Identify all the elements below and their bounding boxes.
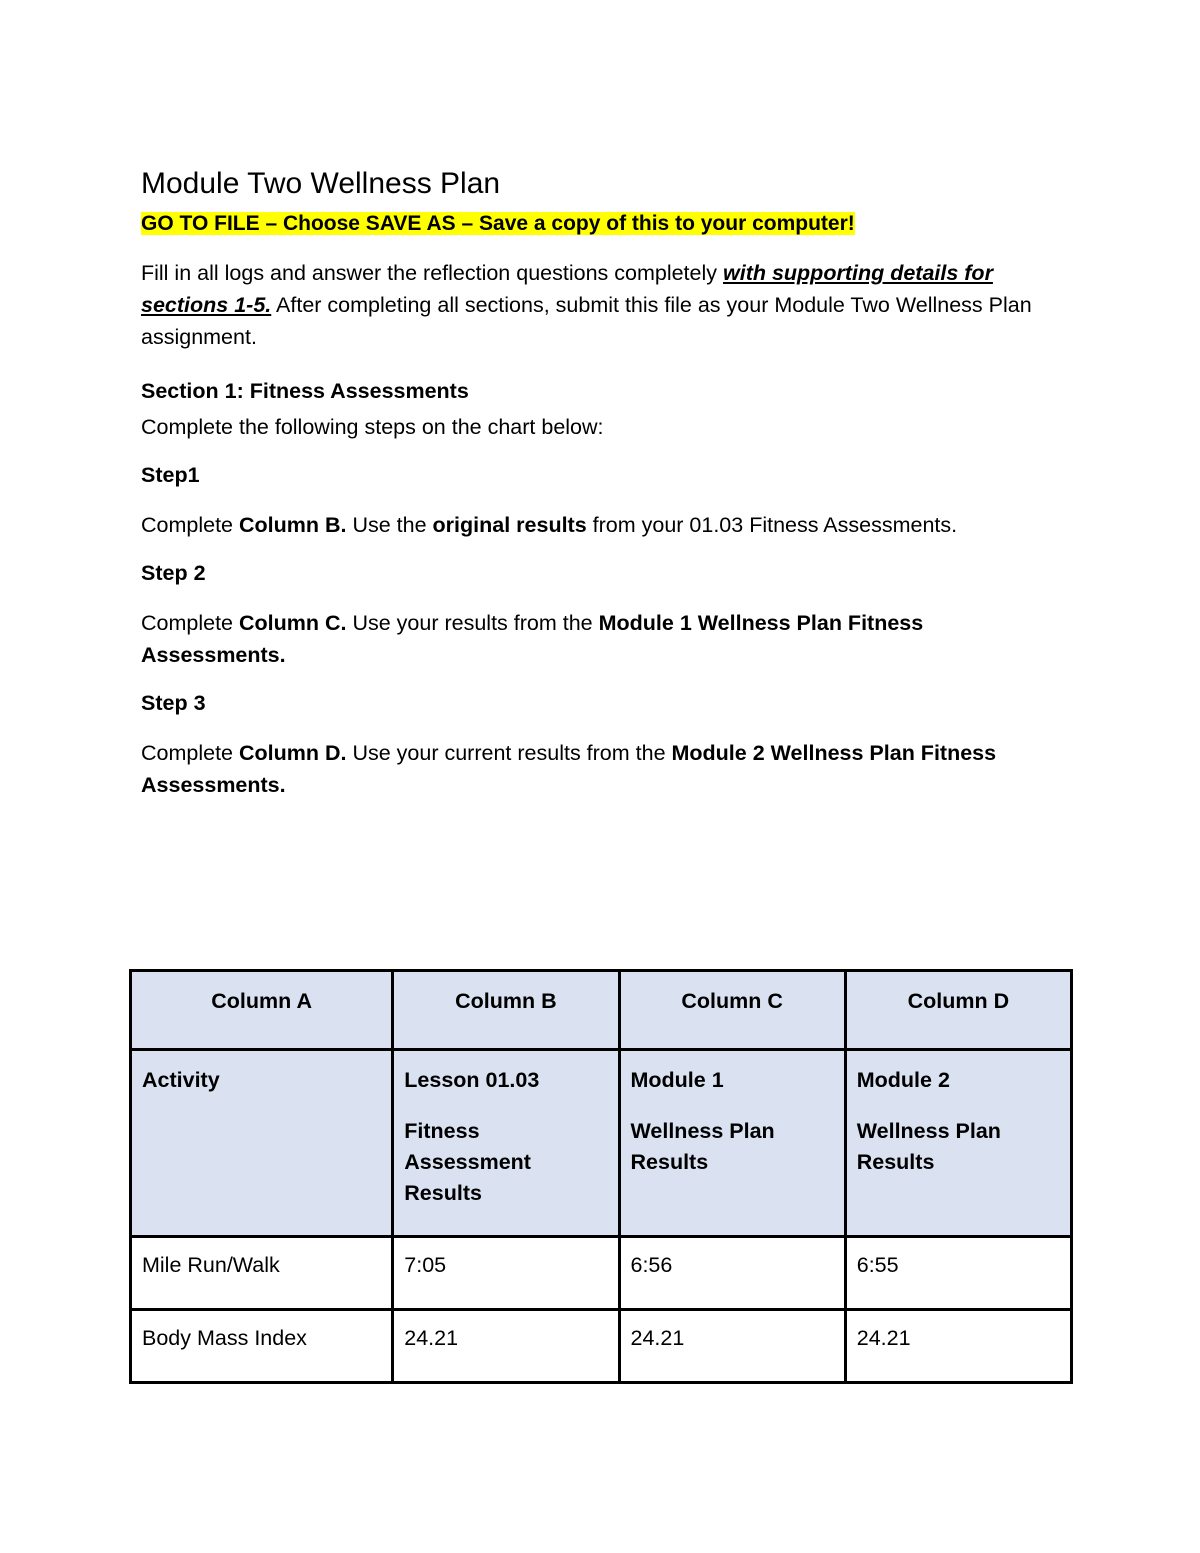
- subheader-line2: Wellness Plan Results: [856, 1119, 1001, 1174]
- step-3-pre: Complete: [141, 741, 239, 765]
- document-title: Module Two Wellness Plan: [141, 167, 501, 200]
- step-2-pre: Complete: [141, 611, 239, 635]
- step-3-heading: Step 3: [141, 691, 206, 715]
- column-header: Column D: [845, 971, 1071, 1050]
- column-header: Column A: [131, 971, 393, 1050]
- intro-text-1: Fill in all logs and answer the reflection questions completely: [141, 261, 723, 285]
- column-header: Column B: [393, 971, 619, 1050]
- section-1-subtitle: Complete the following steps on the chart below:: [141, 415, 604, 439]
- table-row: [131, 1237, 1072, 1310]
- table-cell: 24.21: [845, 1310, 1071, 1383]
- step-1-body: [141, 509, 1061, 541]
- table-row: [131, 1310, 1072, 1383]
- table-cell: 6:55: [845, 1237, 1071, 1310]
- step-1-pre: Complete: [141, 513, 239, 537]
- table-cell: 7:05: [393, 1237, 619, 1310]
- step-3-bold: Module 2 Wellness Plan Fitness Assessments.: [141, 741, 997, 797]
- fitness-assessment-table: [129, 969, 1073, 1384]
- subheader-cell: [131, 1050, 393, 1237]
- table-subheader-row: [131, 1050, 1072, 1237]
- step-2-heading: Step 2: [141, 561, 206, 585]
- table-cell: 6:56: [619, 1237, 845, 1310]
- table-header-row: [131, 971, 1072, 1050]
- step-2-body: [141, 607, 1061, 671]
- subheader-line1: Module 2: [856, 1068, 950, 1092]
- step-2-mid: Use your results from the: [346, 611, 599, 635]
- table-cell: Mile Run/Walk: [131, 1237, 393, 1310]
- section-1-heading: Section 1: Fitness Assessments: [141, 379, 469, 403]
- step-1-mid: Use the: [346, 513, 433, 537]
- table-cell: 24.21: [619, 1310, 845, 1383]
- step-2-bold: Module 1 Wellness Plan Fitness Assessments.: [141, 611, 924, 667]
- step-3-mid: Use your current results from the: [346, 741, 672, 765]
- subheader-cell: [845, 1050, 1071, 1237]
- step-1-post: from your 01.03 Fitness Assessments.: [586, 513, 958, 537]
- subheader-line1: Activity: [142, 1068, 220, 1092]
- column-header: Column C: [619, 971, 845, 1050]
- subheader-line2: Wellness Plan Results: [630, 1119, 775, 1174]
- step-1-bold: original results: [432, 513, 587, 537]
- save-notice: [141, 209, 1061, 239]
- subheader-cell: [619, 1050, 845, 1237]
- save-notice-text: GO TO FILE – Choose SAVE AS – Save a copy of this to your computer!: [141, 212, 855, 235]
- intro-text-2: After completing all sections, submit this file as your Module Two Wellness Plan assignment.: [141, 293, 1032, 349]
- intro-emphasis: with supporting details for sections 1-5.: [141, 261, 993, 317]
- step-2-column: Column C.: [239, 611, 347, 635]
- subheader-line2: Fitness Assessment Results: [404, 1119, 531, 1205]
- subheader-line1: Lesson 01.03: [404, 1068, 540, 1092]
- document-body: [141, 165, 1061, 801]
- table-cell: 24.21: [393, 1310, 619, 1383]
- step-1-heading: Step1: [141, 463, 200, 487]
- subheader-line1: Module 1: [630, 1068, 724, 1092]
- step-3-body: [141, 737, 1061, 801]
- step-1-column: Column B.: [239, 513, 347, 537]
- step-3-column: Column D.: [239, 741, 347, 765]
- table-cell: Body Mass Index: [131, 1310, 393, 1383]
- intro-paragraph: [141, 257, 1061, 353]
- subheader-cell: [393, 1050, 619, 1237]
